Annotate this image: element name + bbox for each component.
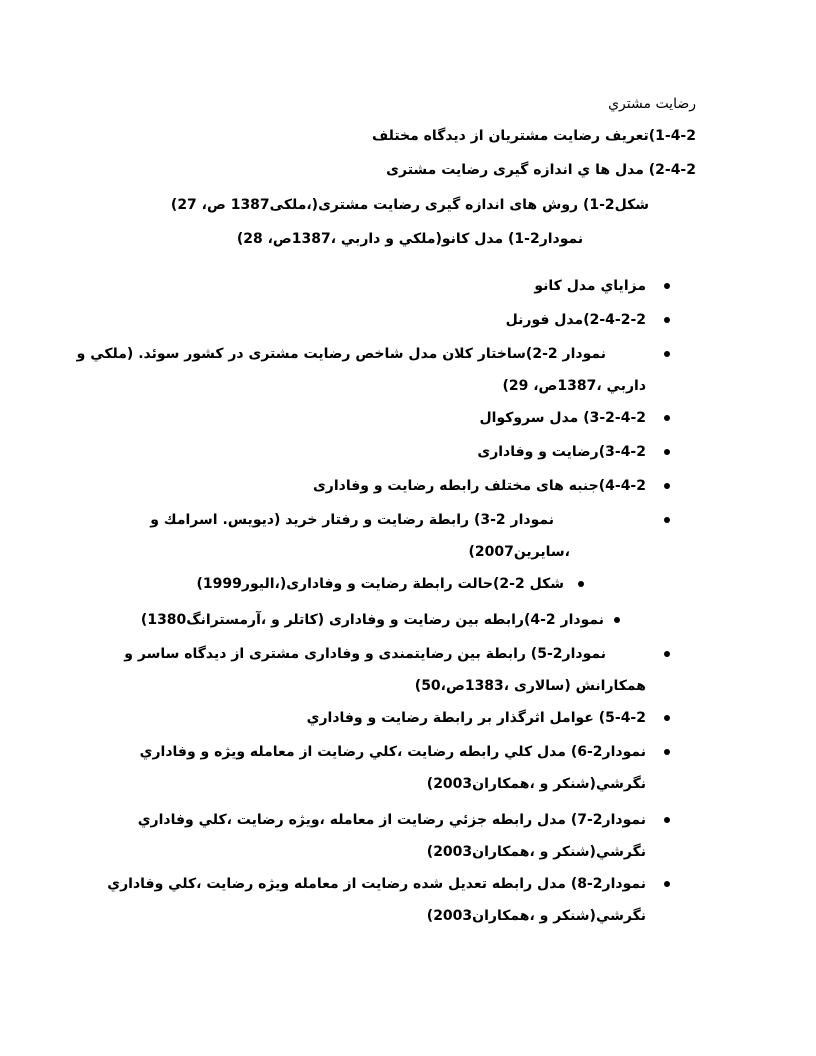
list-item: 5-4-2) عوامل اثرگذار بر رابطة رضايت و وفاداري — [306, 710, 646, 726]
list-item: 3-4-2)رضایت و وفاداری — [477, 444, 646, 460]
list-item: نمودار 2-3) رابطة رضایت و رفتار خرید (دیویس. اسرامك و — [150, 512, 554, 528]
chart-2-1-caption: نمودار2-1) مدل کانو(ملكي و داربي ،1387ص، 28) — [236, 231, 584, 247]
bullet-icon — [664, 449, 670, 455]
heading-2-4-1: 1-4-2)تعریف رضایت مشتریان از دیدگاه مختلف — [371, 128, 696, 144]
bullet-icon — [664, 415, 670, 421]
document-title: رضايت مشتري — [608, 96, 696, 112]
bullet-icon — [664, 283, 670, 289]
heading-2-4-2: 2-4-2) مدل ها ي اندازه گیری رضایت مشتری — [386, 162, 696, 178]
list-item: شکل 2-2)حالت رابطة رضایت و وفاداری(،اليور1999) — [196, 576, 564, 592]
bullet-icon — [664, 317, 670, 323]
list-item: نمودار 2-2)ساختار کلان مدل شاخص رضایت مشتری در کشور سوئد. (ملكي و — [76, 346, 606, 362]
list-item-continuation: داربي ،1387ص، 29) — [502, 378, 646, 394]
bullet-icon — [664, 351, 670, 357]
bullet-icon — [664, 715, 670, 721]
bullet-icon — [578, 581, 584, 587]
list-item: نمودار 2-4)رابطه بین رضایت و وفاداری (کاتلر و ،آرمسترانگ1380) — [140, 612, 604, 628]
list-item: نمودار2-6) مدل كلي رابطه رضايت ،كلي رضايت از معامله ويژه و وفاداري — [139, 744, 646, 760]
bullet-icon — [664, 483, 670, 489]
figure-2-1-caption: شکل2-1) روش های اندازه گیری رضایت مشتری(،ملکی1387 ص، 27) — [170, 197, 650, 213]
bullet-icon — [664, 881, 670, 887]
list-item: 4-4-2)جنبه های مختلف رابطه رضایت و وفاداری — [312, 478, 646, 494]
list-item-continuation: نگرشي(شنكر و ،همكاران2003) — [426, 908, 646, 924]
list-item-continuation: نگرشي(شنكر و ،همكاران2003) — [426, 844, 646, 860]
bullet-icon — [614, 617, 620, 623]
list-item: نمودار2-8) مدل رابطه تعديل شده رضايت از معامله ويژه رضايت ،كلي وفاداري — [107, 876, 646, 892]
list-item-continuation: همكارانش (سالاری ،1383ص،50) — [414, 678, 646, 694]
bullet-icon — [664, 651, 670, 657]
list-item: مزاياي مدل كانو — [534, 278, 646, 294]
bullet-icon — [664, 517, 670, 523]
bullet-icon — [664, 749, 670, 755]
list-item: 2-4-2-2)مدل فورنل — [505, 312, 646, 328]
list-item: 3-2-4-2) مدل سروکوال — [479, 410, 646, 426]
list-item-continuation: ،سايرين2007) — [468, 544, 570, 560]
list-item: نمودار2-7) مدل رابطه جزئي رضايت از معامله ،ويژه رضايت ،كلي وفاداري — [137, 812, 646, 828]
list-item: نمودار2-5) رابطة بین رضایتمندی و وفاداری مشتری از دیدگاه ساسر و — [124, 646, 606, 662]
list-item-continuation: نگرشي(شنكر و ،همكاران2003) — [426, 776, 646, 792]
bullet-icon — [664, 817, 670, 823]
